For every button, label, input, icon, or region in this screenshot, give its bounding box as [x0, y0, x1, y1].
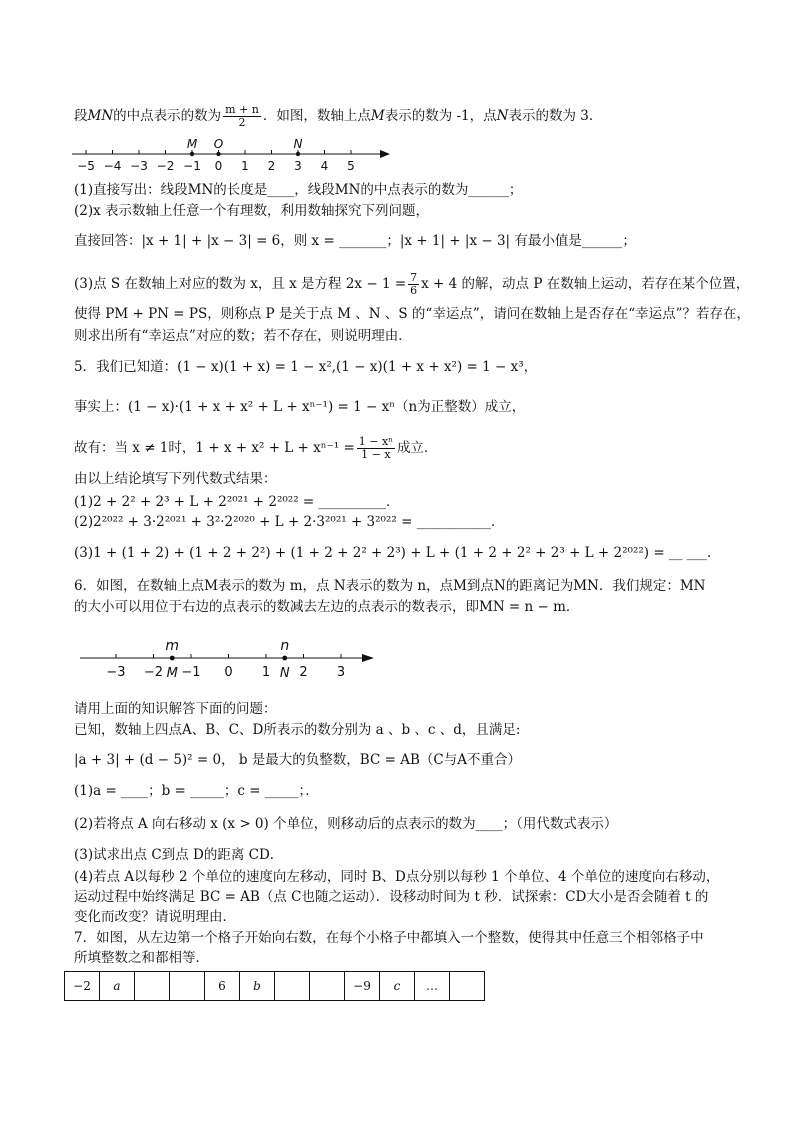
q7-intro-cont: 所填整数之和都相等． — [74, 950, 209, 966]
tick-label: 0 — [224, 665, 233, 680]
grid-cell: 6 — [205, 972, 240, 1001]
tick-label: −1 — [181, 665, 201, 680]
number-line-2 — [76, 630, 386, 686]
fraction — [408, 272, 419, 297]
grid-cell: −9 — [345, 972, 380, 1001]
q4-part2: (2)x 表示数轴上任意一个有理数，利用数轴探究下列问题， — [74, 203, 430, 219]
text: M — [370, 108, 385, 124]
tick-label: 3 — [294, 159, 302, 173]
q4-part3-cont: 使得 PM + PN = PS，则称点 P 是关于点 M 、N 、S 的“幸运点”，请问在数轴上是否存在“幸运点”？若存在， — [74, 306, 751, 322]
tick-label: 4 — [320, 159, 329, 173]
frac-num: 7 — [410, 271, 418, 284]
grid-cell: c — [380, 972, 415, 1001]
point-label: m — [165, 638, 180, 654]
text: 段 — [74, 108, 88, 124]
point-label: O — [213, 137, 224, 151]
tick-label: 1 — [261, 665, 271, 680]
grid-cell: −2 — [65, 972, 100, 1001]
text: (3)点 S 在数轴上对应的数为 x，且 x 是方程 2x − 1 = — [74, 276, 407, 292]
frac-den: 6 — [410, 284, 418, 297]
tick-label: −2 — [143, 665, 164, 680]
q5-conclusion — [74, 436, 437, 461]
tick-label: 1 — [241, 159, 249, 173]
grid-cell: a — [100, 972, 135, 1001]
q5-part2: (2)2²⁰²² + 3·2²⁰²¹ + 3²·2²⁰²⁰ + L + 2·3²⁰²¹ + 3²⁰²² = ___________． — [74, 514, 505, 530]
q6-intro-cont: 的大小可以用位于右边的点表示的数减去左边的点表示的数表示，即MN = n − m． — [74, 599, 580, 615]
text: MN — [87, 108, 114, 124]
q5-part1: (1)2 + 2² + 2³ + L + 2²⁰²¹ + 2²⁰²² = __________． — [74, 494, 400, 510]
text: 的中点表示的数为 — [113, 108, 222, 124]
q6-prompt: 请用上面的知识解答下面的问题： — [74, 701, 277, 717]
point-name: N — [279, 666, 290, 681]
q6-part4-cont: 运动过程中始终满足 BC = AB（点 C也随之运动）．设移动时间为 t 秒．试探索：CD大小是否会随着 t 的 — [74, 889, 709, 905]
q5-instruction: 由以上结论填写下列代数式结果： — [74, 471, 277, 487]
grid-cell — [310, 972, 345, 1001]
tick-label: −3 — [106, 665, 126, 680]
frac-den: 1 − x — [361, 448, 391, 461]
arrow-head — [380, 150, 390, 158]
grid-cell: … — [415, 972, 450, 1001]
number-grid — [64, 971, 485, 1001]
q6-given: 已知，数轴上四点A、B、C、D所表示的数分别为 a 、b 、c 、d，且满足: — [74, 722, 521, 738]
q4-part3-end: 则求出所有“幸运点”对应的数；若不存在，则说明理由． — [74, 328, 412, 344]
text: ．如图，数轴上点 — [262, 108, 371, 124]
q5-part3: (3)1 + (1 + 2) + (1 + 2 + 2²) + (1 + 2 + 2² + 2³) + L + (1 + 2 + 2² + 2³ + L + 2²⁰²²) = __ ___． — [74, 545, 721, 561]
point-label: N — [293, 137, 303, 151]
tick-label: 2 — [267, 159, 276, 173]
frac-num: m + n — [225, 103, 259, 116]
q6-part3: (3)试求出点 C到点 D的距离 CD． — [74, 847, 284, 863]
intro-line — [74, 104, 602, 129]
q4-part1: (1)直接写出：线段MN的长度是____，线段MN的中点表示的数为______； — [74, 182, 523, 198]
point-label: n — [280, 638, 290, 654]
point-dot — [216, 152, 220, 156]
fraction — [357, 436, 395, 461]
fraction — [223, 104, 261, 129]
grid-cell — [135, 972, 170, 1001]
q5-fact: 事实上：(1 − x)·(1 + x + x² + L + xⁿ⁻¹) = 1 − xⁿ（n为正整数）成立， — [74, 399, 526, 415]
point-dot — [170, 656, 175, 661]
tick-label: 5 — [347, 159, 355, 173]
tick-label: 3 — [336, 665, 346, 680]
tick-label: −2 — [156, 159, 175, 173]
q6-part2: (2)若将点 A 向右移动 x (x > 0) 个单位，则移动后的点表示的数为____；（用代数式表示） — [74, 816, 618, 832]
grid-cell — [450, 972, 485, 1001]
frac-den: 2 — [238, 116, 246, 129]
q7-intro: 7．如图，从左边第一个格子开始向右数，在每个小格子中都填入一个整数，使得其中任意三个相邻格子中 — [74, 930, 704, 946]
grid-row — [65, 972, 485, 1001]
point-dot — [296, 152, 300, 156]
text: 成立． — [396, 440, 438, 456]
tick-label: 2 — [299, 665, 308, 680]
q6-intro: 6．如图，在数轴上点M表示的数为 m，点 N表示的数为 n，点M到点N的距离记为MN．我们规定：MN — [74, 578, 706, 594]
tick-label: 0 — [214, 159, 223, 173]
q6-part4-end: 变化而改变？请说明理由． — [74, 909, 236, 925]
text: N — [496, 108, 509, 124]
number-line-1 — [66, 134, 396, 178]
q4-part3 — [74, 272, 749, 297]
tick-label: −4 — [103, 159, 122, 173]
tick-label: −1 — [183, 159, 201, 173]
text: x + 4 的解，动点 P 在数轴上运动，若存在某个位置， — [421, 276, 750, 292]
text: 表示的数为 3． — [508, 108, 603, 124]
q5-intro: 5．我们已知道：(1 − x)(1 + x) = 1 − x²,(1 − x)(1 + x + x²) = 1 − x³， — [74, 359, 538, 375]
text: 故有：当 x ≠ 1时，1 + x + x² + L + xⁿ⁻¹ = — [74, 440, 355, 456]
point-dot — [282, 656, 287, 661]
tick-label: −5 — [77, 159, 95, 173]
text: 表示的数为 -1，点 — [384, 108, 497, 124]
q6-part1: (1)a = ____；b = _____；c = _____；． — [74, 783, 319, 799]
grid-cell: b — [240, 972, 275, 1001]
tick-label: −3 — [130, 159, 148, 173]
grid-cell — [170, 972, 205, 1001]
q4-part2-answer: 直接回答：|x + 1| + |x − 3| = 6，则 x = _______；|x + 1| + |x − 3| 有最小值是______； — [74, 233, 636, 249]
q6-part4: (4)若点 A以每秒 2 个单位的速度向左移动，同时 B、D点分别以每秒 1 个单位、4 个单位的速度向右移动， — [74, 869, 720, 885]
point-name: M — [166, 666, 178, 681]
arrow-head — [362, 654, 374, 662]
point-dot — [190, 152, 194, 156]
frac-num: 1 − xⁿ — [358, 435, 393, 448]
point-label: M — [186, 137, 198, 151]
q6-condition: |a + 3| + (d − 5)² = 0， b 是最大的负整数，BC = AB（C与A不重合） — [74, 752, 521, 768]
grid-cell — [275, 972, 310, 1001]
